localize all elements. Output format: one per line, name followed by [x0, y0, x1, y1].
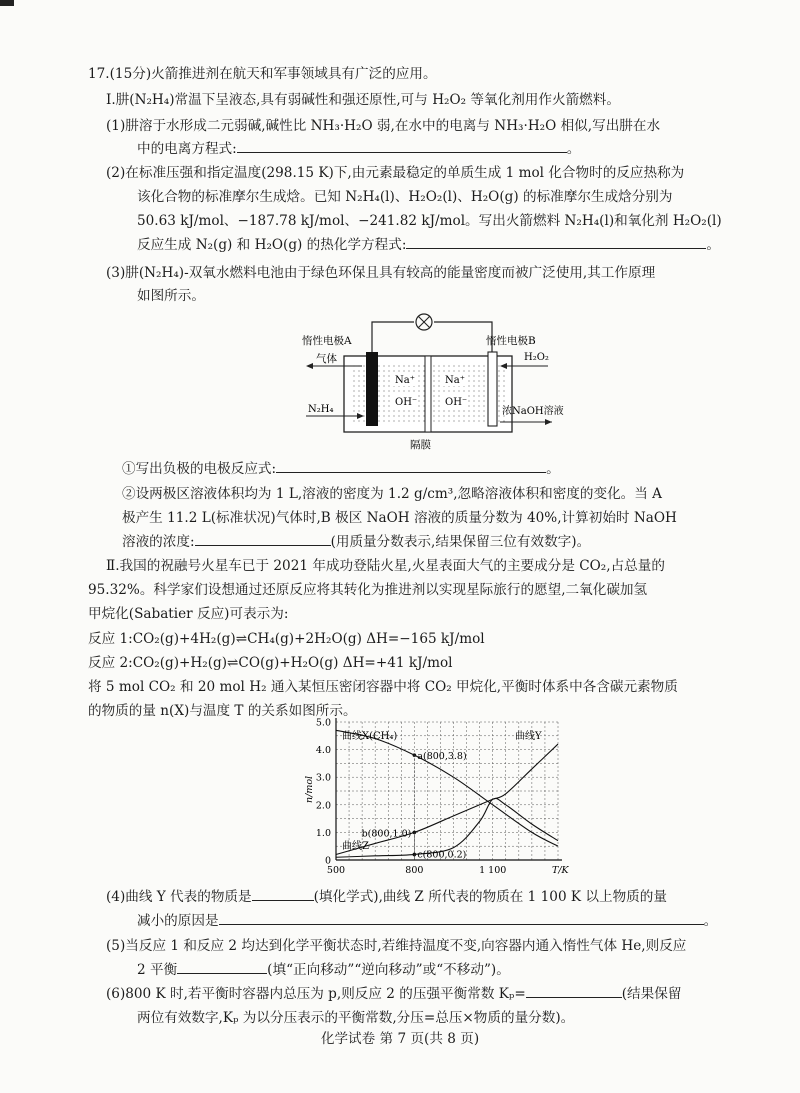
membrane	[425, 356, 431, 432]
membrane-label: 隔膜	[410, 439, 431, 451]
q1-answer-line: 中的电离方程式: 。	[137, 141, 581, 157]
x-tick-label: 500	[326, 865, 346, 876]
electrode-b	[488, 352, 497, 426]
point-label-c: c(800,0.2)	[417, 849, 467, 861]
q3-2-blank[interactable]	[195, 533, 331, 546]
y-axis-label: n/mol	[304, 775, 315, 803]
q4-line-1	[106, 888, 667, 906]
q3-1-prompt: ①写出负极的电极反应式:	[122, 461, 277, 477]
equilibrium-chart	[300, 712, 568, 884]
n2h4-in-label: N₂H₄	[308, 404, 334, 415]
y-tick-label: 3.0	[315, 772, 331, 784]
question-17-heading: 17.(15分)火箭推进剂在航天和军事领域具有广泛的应用。	[88, 66, 437, 82]
curve-y-label: 曲线Y	[515, 731, 542, 742]
part-2-text-4: 将 5 mol CO₂ 和 20 mol H₂ 通入某恒压密闭容器中将 CO₂ 甲烷化,平衡时体系中各含碳元素物质	[88, 679, 678, 695]
y-tick-label: 0	[324, 855, 331, 867]
q2-text-2: 该化合物的标准摩尔生成焓。已知 N₂H₄(l)、H₂O₂(l)、H₂O(g) 的标准摩尔生成焓分别为	[137, 189, 673, 205]
q3-2-note: (用质量分数表示,结果保留三位有效数字)。	[330, 534, 591, 550]
h2o2-in-label: H₂O₂	[524, 352, 549, 363]
q5-blank[interactable]	[177, 961, 267, 974]
q6-prompt: (6)800 K 时,若平衡时容器内总压为 p,则反应 2 的压强平衡常数 Kₚ=	[106, 986, 526, 1002]
q3-1-blank[interactable]	[276, 460, 546, 473]
reaction-1: 反应 1:CO₂(g)+4H₂(g)⇌CH₄(g)+2H₂O(g) ΔH=−165 kJ/mol	[88, 631, 485, 647]
q5-line-2	[137, 961, 510, 979]
y-tick-label: 2.0	[315, 800, 331, 812]
q3-1-line: ①写出负极的电极反应式: 。	[122, 461, 560, 477]
na-ion-left: Na⁺	[395, 375, 415, 386]
electrode-a	[366, 352, 378, 426]
q3-2-text-2: 极产生 11.2 L(标准状况)气体时,B 极区 NaOH 溶液的质量分数为 40%,计算初始时 NaOH	[122, 510, 677, 526]
q1-prompt: 中的电离方程式:	[137, 141, 237, 157]
y-tick-label: 5.0	[315, 717, 331, 729]
oh-ion-right: OH⁻	[445, 397, 468, 408]
electrode-b-label: 惰性电极B	[486, 335, 536, 347]
q2-text-3: 50.63 kJ/mol、−187.78 kJ/mol、−241.82 kJ/mol。写出火箭燃料 N₂H₄(l)和氧化剂 H₂O₂(l)	[137, 213, 722, 229]
q6-blank[interactable]	[526, 985, 622, 998]
part-2-text-1: Ⅱ.我国的祝融号火星车已于 2021 年成功登陆火星,火星表面大气的主要成分是 CO₂,占总量的	[106, 558, 665, 574]
q4-blank-reason[interactable]	[219, 912, 704, 925]
q3-text-1: (3)肼(N₂H₄)-双氧水燃料电池由于绿色环保且具有较高的能量密度而被广泛使用,其工作原理	[106, 265, 656, 281]
na-ion-right: Na⁺	[445, 375, 465, 386]
curve-x-ch4-label: 曲线X(CH₄)	[342, 731, 398, 742]
curve-z-label: 曲线Z	[342, 841, 369, 852]
point-label-a: a(800,3.8)	[417, 751, 467, 763]
q4-prompt-cont: (填化学式),曲线 Z 所代表的物质在 1 100 K 以上物质的量	[313, 889, 667, 905]
fuel-cell-diagram	[302, 314, 564, 454]
q3-2-answer-line	[122, 533, 590, 551]
naoh-out-label: 浓NaOH溶液	[502, 406, 564, 417]
x-axis-label: T/K	[552, 865, 569, 876]
y-tick-label: 4.0	[315, 745, 331, 757]
q5-line-1: (5)当反应 1 和反应 2 均达到化学平衡状态时,若维持温度不变,向容器内通入惰性气体 He,则反应	[106, 938, 687, 954]
page-footer: 化学试卷 第 7 页(共 8 页)	[320, 1031, 480, 1047]
q4-prompt: (4)曲线 Y 代表的物质是	[106, 889, 252, 905]
q6-line-2: 两位有效数字,Kₚ 为以分压表示的平衡常数,分压=总压×物质的量分数)。	[137, 1010, 575, 1026]
gas-out-label: 气体	[316, 353, 337, 365]
point-label-b: b(800,1.0)	[361, 828, 412, 840]
q4-line-2: 减小的原因是 。	[137, 913, 718, 929]
q1-blank[interactable]	[237, 140, 567, 153]
oh-ion-left: OH⁻	[395, 397, 418, 408]
part-1-intro: Ⅰ.肼(N₂H₄)常温下呈液态,具有弱碱性和强还原性,可与 H₂O₂ 等氧化剂用作火箭燃料。	[106, 92, 620, 108]
x-tick-label: 800	[405, 865, 424, 876]
part-2-text-5: 的物质的量 n(X)与温度 T 的关系如图所示。	[88, 703, 357, 719]
chart-labels	[342, 729, 542, 860]
x-tick-label: 1 100	[479, 865, 507, 876]
reaction-2: 反应 2:CO₂(g)+H₂(g)⇌CO(g)+H₂O(g) ΔH=+41 kJ/mol	[88, 655, 453, 671]
q4-reason-prompt: 减小的原因是	[137, 913, 219, 929]
q3-2-prompt: 溶液的浓度:	[122, 534, 195, 550]
q1-text: (1)肼溶于水形成二元弱碱,碱性比 NH₃·H₂O 弱,在水中的电离与 NH₃·H₂O 相似,写出肼在水	[106, 118, 661, 134]
part-2-text-3: 甲烷化(Sabatier 反应)可表示为:	[88, 606, 289, 622]
q5-note: (填“正向移动”“逆向移动”或“不移动”)。	[267, 962, 510, 978]
part-2-text-2: 95.32%。科学家们设想通过还原反应将其转化为推进剂以实现星际旅行的愿望,二氧化碳加氢	[88, 582, 648, 598]
q3-2-text-1: ②设两极区溶液体积均为 1 L,溶液的密度为 1.2 g/cm³,忽略溶液体积和密度的变化。当 A	[122, 486, 662, 502]
q5-prompt: 2 平衡	[137, 962, 178, 978]
q6-line-1	[106, 985, 681, 1003]
q2-prompt: 反应生成 N₂(g) 和 H₂O(g) 的热化学方程式:	[137, 237, 407, 253]
q2-blank[interactable]	[406, 236, 706, 249]
y-tick-label: 1.0	[315, 827, 331, 839]
q3-text-2: 如图所示。	[137, 288, 205, 304]
q2-text-1: (2)在标准压强和指定温度(298.15 K)下,由元素最稳定的单质生成 1 mol 化合物时的反应热称为	[106, 165, 685, 181]
electrode-a-label: 惰性电极A	[302, 335, 352, 347]
scan-mark	[0, 0, 14, 6]
q4-blank-formula[interactable]	[252, 888, 314, 901]
q6-note: (结果保留	[621, 986, 682, 1002]
q2-answer-line: 反应生成 N₂(g) 和 H₂O(g) 的热化学方程式: 。	[137, 237, 720, 253]
